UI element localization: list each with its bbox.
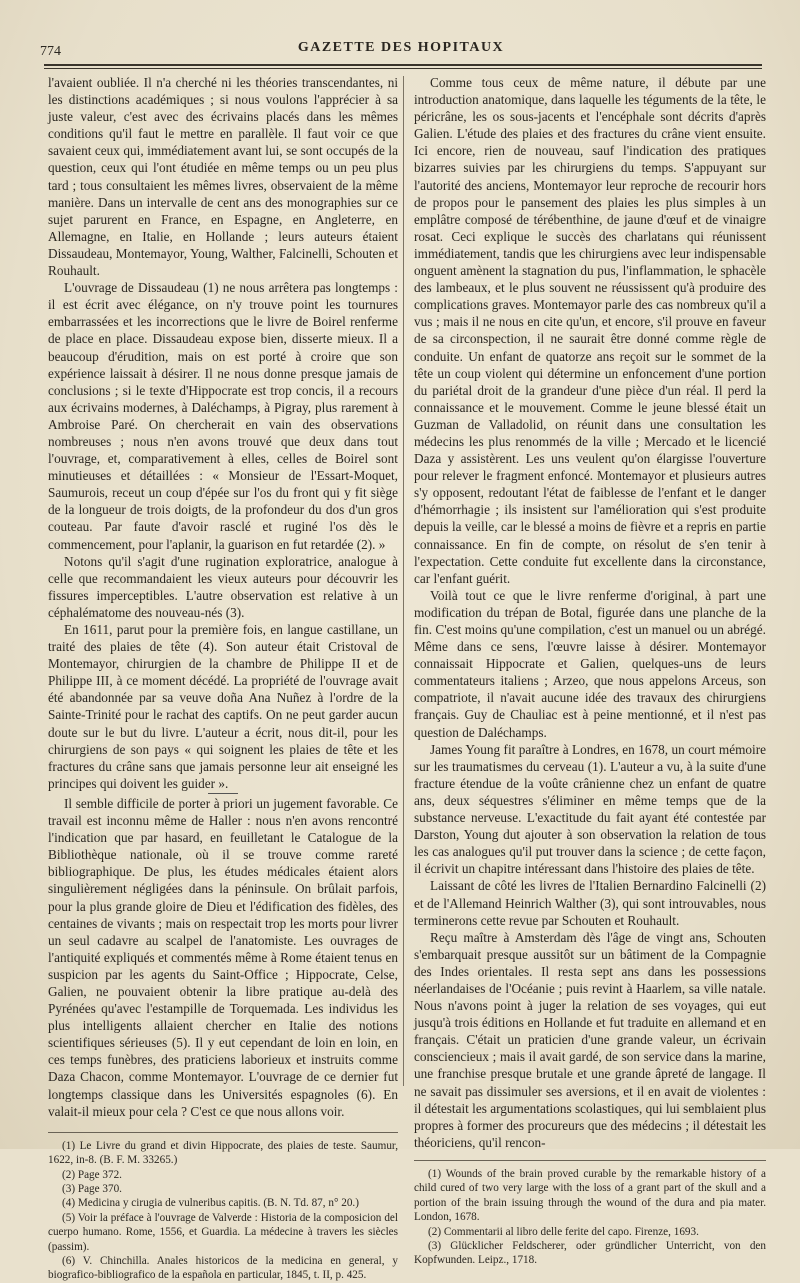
- paragraph: James Young fit paraître à Londres, en 1678, un court mémoire sur les traumatismes du cerveau (1). L'auteur a vu, à la suite d'une fracture étendue de la voûte crânienne chez un enfant de quatre ans, deux séquestres s'éliminer en même temps que de la substance nerveuse. L'exactitude du fait ayant été contestée par Darston, Young dut ajouter à son observation la relation de tous les cas analogues qu'il put trouver dans la science ; de cette façon, il écrivit un chapitre intéressant dans l'histoire des plaies de tête.: [414, 741, 766, 877]
- footnote: (5) Voir la préface à l'ouvrage de Valverde : Historia de la composicion del cuerpo humano. Rome, 1556, et Guardia. La médecine à travers les siècles (passim).: [48, 1211, 398, 1253]
- footnote: (4) Medicina y cirugia de vulneribus capitis. (B. N. Td. 87, n° 20.): [62, 1197, 359, 1210]
- page-header: [40, 38, 762, 60]
- paragraph: Voilà tout ce que le livre renferme d'original, à part une modification du trépan de Botal, figurée dans une planche de la fin. C'est moins qu'une compilation, c'est un manuel ou un abrégé. Même dans ce sens, l'œuvre laisse à désirer. Montemayor connaissait Hippocrate et Galien, quelques-uns de leurs commentateurs italiens ; Arzeo, que nous appelons Arceus, son compatriote, il n'avait aucune idée des travaux des chirurgiens français. Guy de Chauliac est à peine mentionné, et il n'est pas question de Daléchamps.: [414, 587, 766, 740]
- right-column: [414, 74, 766, 1268]
- footnotes: [48, 1132, 398, 1283]
- header-rule-thin: [44, 68, 762, 69]
- header-rule: [44, 64, 762, 66]
- footnotes: [414, 1160, 766, 1268]
- footnote: (2) Commentarii al libro delle ferite del capo. Firenze, 1693.: [428, 1225, 699, 1238]
- section-separator: [208, 793, 238, 794]
- left-column: [48, 74, 398, 1283]
- footnote: (6) V. Chinchilla. Anales historicos de la medicina en general, y biografico-bibliografico de la española en particular, 1845, t. II, p. 425.: [48, 1254, 398, 1282]
- running-title: GAZETTE DES HOPITAUX: [297, 40, 505, 55]
- column-divider: [403, 76, 404, 1086]
- footnote: (1) Le Livre du grand et divin Hippocrate, des plaies de teste. Saumur, 1622, in-8. (B. F. M. 33265.): [48, 1139, 398, 1167]
- paragraph: Notons qu'il s'agit d'une rugination exploratrice, analogue à celle que recommandaient les vieux auteurs pour découvrir les fissures imperceptibles. L'autre observation est relative à un céphalématome des nouveau-nés (3).: [48, 553, 398, 620]
- footnote: (3) Page 370.: [62, 1182, 122, 1195]
- footnote: (1) Wounds of the brain proved curable by the remarkable history of a child cured of two very large with the loss of a grant part of the skull and a portion of the brain issuing through the wound of the dura and pia mater. London, 1678.: [414, 1167, 766, 1224]
- paragraph: Comme tous ceux de même nature, il débute par une introduction anatomique, dans laquelle les téguments de la tête, le péricrâne, les os sous-jacents et l'encéphale sont décrits d'après Galien. L'étude des plaies et des fractures du crâne vient ensuite. Ici encore, rien de nouveau, sauf l'indication des pratiques bizarres suivies par les chirurgiens du temps. S'appuyant sur l'autorité des anciens, Montemayor leur reproche de recourir hors de propos pour le pansement des plaies les plus simples à un emplâtre composé de térébenthine, de jaune d'œuf et de vinaigre rosat. Ceci explique le succès des charlatans qui réunissent immédiatement, tandis que les chirurgiens avec leur indispensable onguent amènent la stagnation du pus, l'inflammation, le sphacèle des lambeaux, et le plus souvent ne réussissent qu'à produire des complications graves. Montemayor parle des cas nombreux qu'il a vus ; mais il ne nous en cite qu'un, et encore, s'il prouve en faveur de sa circonspection, il ne saurait être donné comme règle de conduite. Un enfant de quatorze ans reçoit sur le sommet de la tête un coup violent qui détermine un enfoncement d'une portion du pariétal droit de la grandeur d'une pièce d'un réal. Il perd la connaissance et le mouvement. Comme le jeune blessé était un Guzman de Valladolid, on réunit dans une consultation les médecins les plus renommés de la ville ; Mercado et le licencié Daza y assistèrent. Les uns veulent qu'on élargisse l'ouverture pour relever le fragment enfoncé. Montemayor et plusieurs autres s'y opposent, redoutant l'état de faiblesse de l'enfant et le danger d'hémorrhagie ; ils insistent sur l'amélioration qui s'est produite depuis la veille, car le blessé a moins de fièvre et a repris en partie connaissance. En fin de compte, on résolut de s'en tenir à l'expectation. Cette conduite fut excellente dans la circonstance, car l'enfant guérit.: [414, 75, 766, 586]
- paragraph: En 1611, parut pour la première fois, en langue castillane, un traité des plaies de tête (4). Son auteur était Cristoval de Montemayor, chirurgien de la chambre de Philippe II et de Philippe III, à ce moment décédé. La propriété de l'ouvrage avait été abandonnée par sa veuve doña Ana Nuñez à l'ordre de la Sainte-Trinité pour le rachat des captifs. On ne peut garder aucun doute sur le but du livre. L'auteur a écrit, nous dit-il, pour les chirurgiens de son pays « qui soignent les plaies de tête et les fractures du crâne sans que jamais personne leur ait enseigné les principes qui doivent les guider ».: [48, 622, 398, 791]
- paragraph: L'ouvrage de Dissaudeau (1) ne nous arrêtera pas longtemps : il est écrit avec élégance, on n'y trouve point les tournures embarrassées et les incorrections que le livre de Boirel renferme de place en place. Dissaudeau expose bien, disserte mieux. Il a beaucoup d'érudition, mais on est porté à croire que son expérience laissait à désirer. Il ne nous donne presque jamais de conclusions ; si le texte d'Hippocrate est trop concis, il a recours aux écrivains modernes, à Daléchamps, à Pigray, plus rarement à Ambroise Paré. On chercherait en vain des observations nombreuses ; nous n'en avons trouvé que deux dans tout l'ouvrage, et, comparativement à elles, celles de Boirel sont minutieuses et détaillées : « Monsieur de l'Essart-Moquet, Saumurois, receut un coup d'épée sur l'os du front qui y fit siège de la longueur de trois doigts, de la profondeur du dos d'un gros couteau. Par faute d'avoir rasclé et ruginé l'os dès le commencement, pour l'aplanir, la guarison en fut retardée (2). »: [48, 280, 398, 552]
- footnote: (2) Page 372.: [62, 1168, 122, 1181]
- paragraph: Reçu maître à Amsterdam dès l'âge de vingt ans, Schouten s'embarquait presque aussitôt sur un bâtiment de la Compagnie des Indes orientales. Il resta sept ans dans les possessions néerlandaises de l'Océanie ; puis revint à Haarlem, sa ville natale. Nous n'avons point à juger la relation de ses voyages, qui eut jusqu'à trois éditions en Hollande et fut traduite en allemand et en français. C'était un praticien d'une grande valeur, un écrivain consciencieux ; mais il avait gardé, de son service dans la marine, une franchise presque brutale et une grande âpreté de langage. Il ne savait pas dissimuler ses aversions, et il en avait de violentes : il détestait les argumentations scolastiques, qui lui semblaient plus propres à former des procureurs que des médecins ; il détestait les théoriciens, qu'il rencon-: [414, 929, 766, 1150]
- footnote: (3) Glücklicher Feldscherer, oder gründlicher Unterricht, von den Kopfwunden. Leipz., 1718.: [414, 1239, 766, 1267]
- paragraph: Laissant de côté les livres de l'Italien Bernardino Falcinelli (2) et de l'Allemand Heinrich Walther (3), qui sont introuvables, nous terminerons cette revue par Schouten et Rouhault.: [414, 878, 766, 928]
- paragraph: l'avaient oubliée. Il n'a cherché ni les théories transcendantes, ni les distinctions académiques ; si nous voulons l'apprécier à sa juste valeur, c'est avec des écrivains placés dans les mêmes conditions qu'il faut le mettre en parallèle. Il faut voir ce que savaient ceux qui, immédiatement avant lui, se sont occupés de la question, ceux qui l'ont étudiée en même temps ou un peu plus tard ; tous consultaient les mêmes livres, observaient de la même manière. Dans un intervalle de cent ans des monographies sur ce sujet parurent en France, en Espagne, en Angleterre, en Allemagne, en Italie, en Hollande ; leurs auteurs étaient Dissaudeau, Montemayor, Young, Walther, Falcinelli, Schouten et Rouhault.: [48, 75, 398, 279]
- paragraph: Il semble difficile de porter à priori un jugement favorable. Ce travail est inconnu même de Haller : nous n'en avons rencontré l'indication que par hasard, en feuilletant le Catalogue de la Bibliothèque nationale, où il se trouve comme rareté bibliographique. De plus, les études médicales étaient alors singulièrement négligées dans la péninsule. On brûlait parfois, pour la plus grande gloire de Dieu et l'édification des fidèles, des centaines de vivants ; mais on respectait trop les morts pour livrer un seul cadavre au scalpel de l'anatomiste. Les ouvrages de l'antiquité expliqués et commentés même à Rome étaient tenus en suspicion par les agents du Saint-Office ; Hippocrate, Celse, Galien, ne pouvaient obtenir la libre pratique au-delà des Pyrénées qu'avec l'estampille de Torquemada. Les individus les plus intelligents allaient chercher en Italie des notions scientifiques sérieuses (5). Il y eut cependant de loin en loin, en ces temps funèbres, des praticiens laborieux et instruits comme Daza Chacon, comme Montemayor. L'ouvrage de ce dernier fut longtemps classique dans les Universités espagnoles (6). En valait-il mieux pour cela ? C'est ce que nous allons voir.: [48, 795, 398, 1119]
- page-number: 774: [40, 44, 61, 59]
